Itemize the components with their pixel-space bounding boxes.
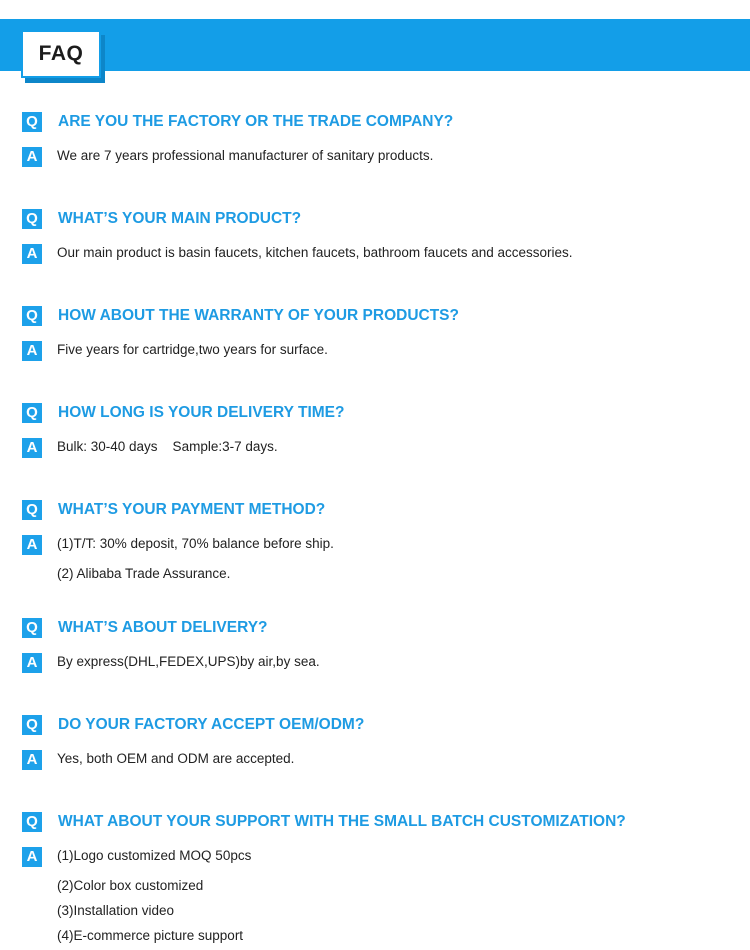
q-badge: Q: [22, 500, 42, 520]
a-badge: A: [22, 653, 42, 673]
faq-item: [0, 209, 750, 270]
question-text: WHAT ABOUT YOUR SUPPORT WITH THE SMALL BATCH CUSTOMIZATION?: [58, 813, 626, 830]
header-band: [0, 19, 750, 71]
question-text: WHAT’S YOUR MAIN PRODUCT?: [58, 210, 302, 227]
a-badge: A: [22, 244, 42, 264]
answer-line: Bulk: 30-40 days Sample:3-7 days.: [57, 439, 278, 454]
faq-item: [0, 112, 750, 173]
question-text: HOW LONG IS YOUR DELIVERY TIME?: [58, 404, 345, 421]
answer-line: (3)Installation video: [57, 903, 175, 918]
question-text: ARE YOU THE FACTORY OR THE TRADE COMPANY?: [58, 113, 454, 130]
answer-line: Our main product is basin faucets, kitchen faucets, bathroom faucets and accessories.: [57, 245, 573, 260]
a-badge: A: [22, 438, 42, 458]
faq-item: [0, 812, 750, 948]
a-badge: A: [22, 535, 42, 555]
answer-line: (4)E-commerce picture support: [57, 928, 244, 943]
q-badge: Q: [22, 715, 42, 735]
faq-title-tab: [21, 30, 101, 78]
a-badge: A: [22, 750, 42, 770]
q-badge: Q: [22, 812, 42, 832]
a-badge: A: [22, 847, 42, 867]
answer-line: Yes, both OEM and ODM are accepted.: [57, 751, 295, 766]
answer-line: (1)Logo customized MOQ 50pcs: [57, 848, 252, 863]
faq-item: [0, 306, 750, 367]
answer-line: (1)T/T: 30% deposit, 70% balance before ship.: [57, 536, 334, 551]
faq-item: [0, 500, 750, 586]
answer-line: By express(DHL,FEDEX,UPS)by air,by sea.: [57, 654, 320, 669]
a-badge: A: [22, 147, 42, 167]
answer-line: Five years for cartridge,two years for surface.: [57, 342, 328, 357]
q-badge: Q: [22, 403, 42, 423]
question-text: WHAT’S ABOUT DELIVERY?: [58, 619, 268, 636]
answer-line: (2)Color box customized: [57, 878, 204, 893]
question-text: HOW ABOUT THE WARRANTY OF YOUR PRODUCTS?: [58, 307, 459, 324]
faq-item: [0, 403, 750, 464]
q-badge: Q: [22, 618, 42, 638]
page-title: FAQ: [38, 42, 84, 65]
faq-item: [0, 715, 750, 776]
a-badge: A: [22, 341, 42, 361]
question-text: WHAT’S YOUR PAYMENT METHOD?: [58, 501, 326, 518]
question-text: DO YOUR FACTORY ACCEPT OEM/ODM?: [58, 716, 365, 733]
faq-item: [0, 618, 750, 679]
q-badge: Q: [22, 112, 42, 132]
answer-line: We are 7 years professional manufacturer of sanitary products.: [57, 148, 434, 163]
q-badge: Q: [22, 306, 42, 326]
answer-line: (2) Alibaba Trade Assurance.: [57, 566, 231, 581]
q-badge: Q: [22, 209, 42, 229]
